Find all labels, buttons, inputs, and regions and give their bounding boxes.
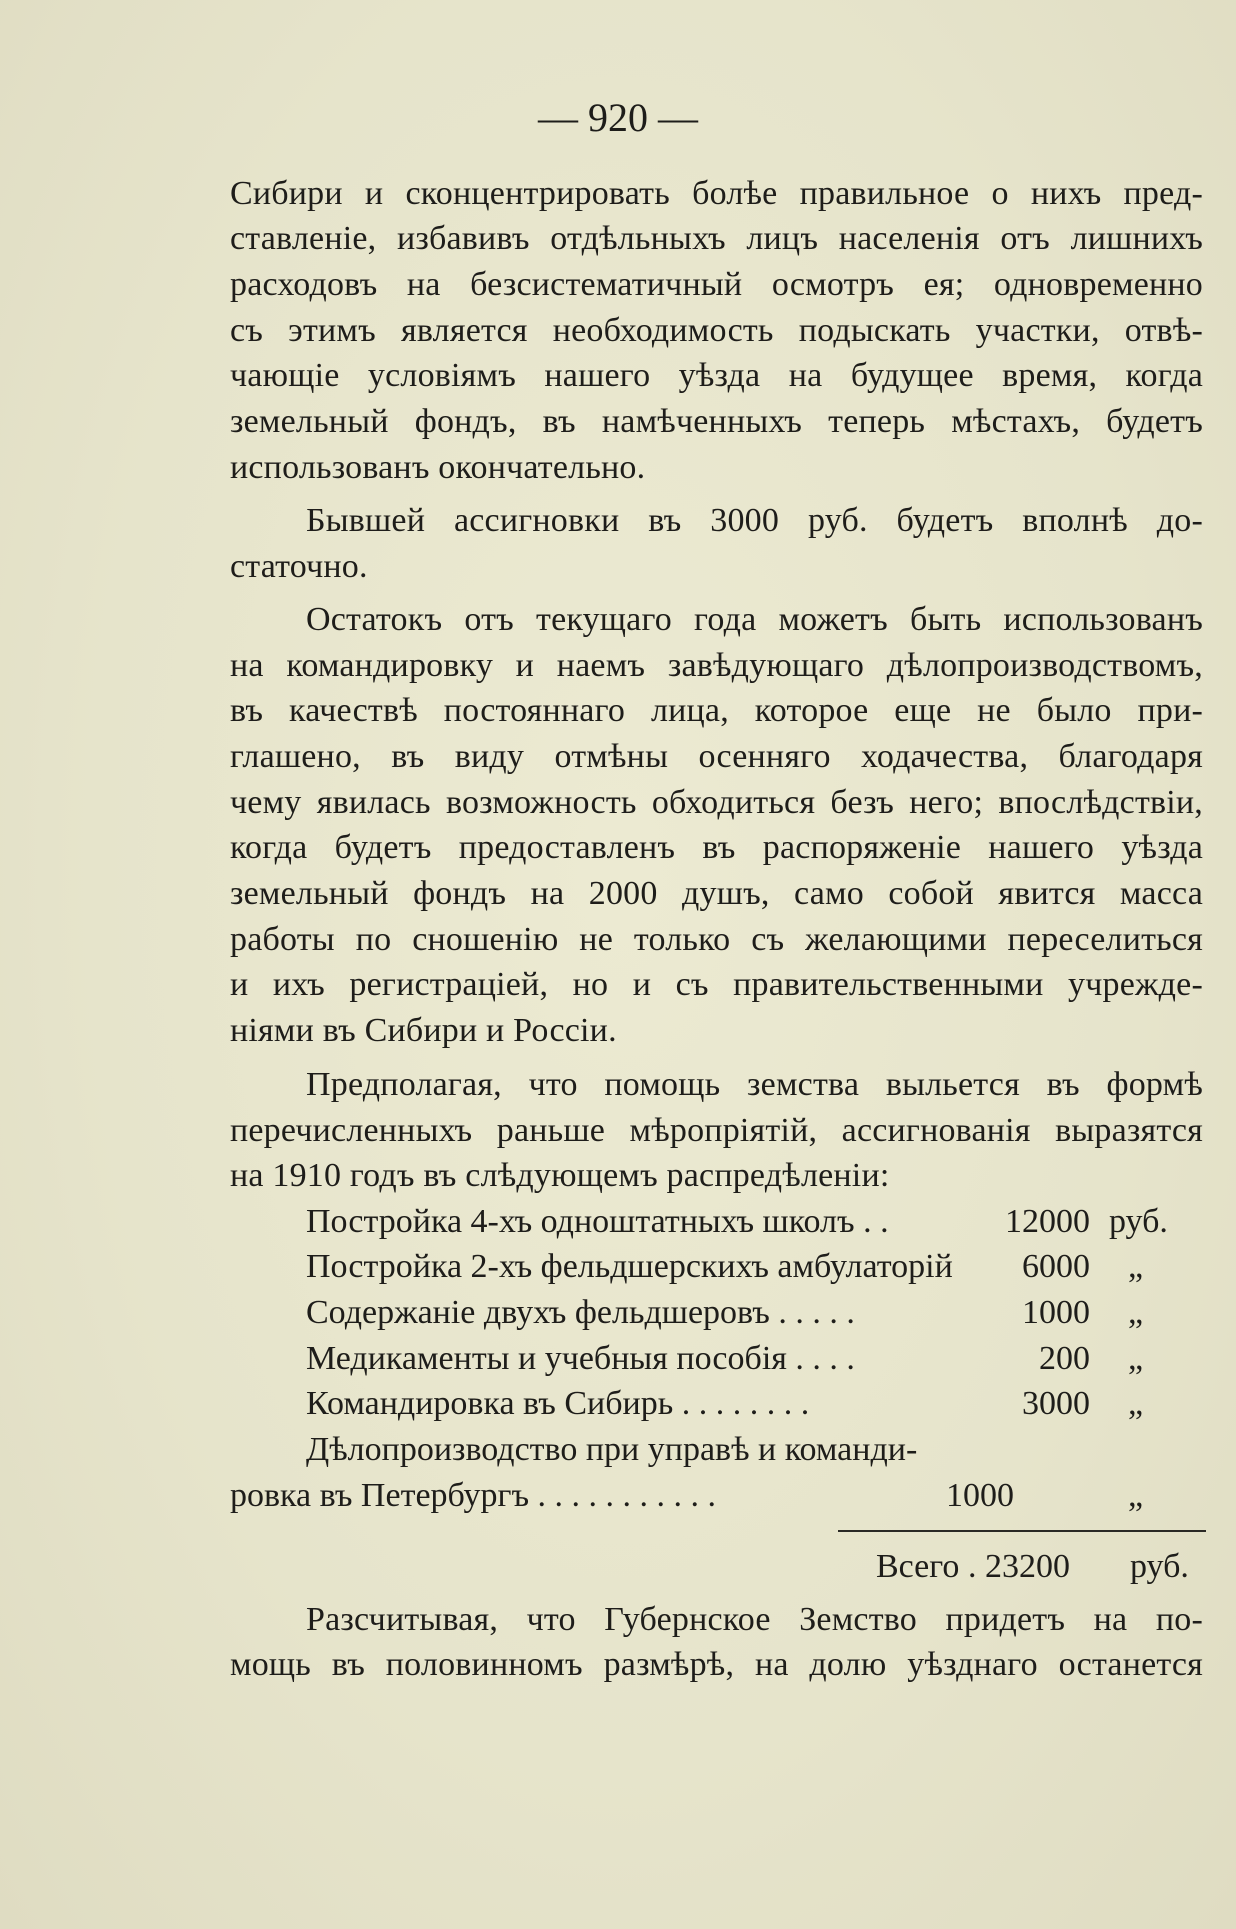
budget-item-desc: Постройка 4-хъ одноштатныхъ школъ . . [306,1203,889,1240]
text-line: съ этимъ является необходимость подыскать участки, отвѣ- [230,312,1203,349]
budget-item-unit: „ [1128,1340,1144,1377]
text-line: Предполагая, что помощь земства выльется въ формѣ [306,1066,1203,1103]
budget-item-desc: Командировка въ Сибирь . . . . . . . . [306,1385,810,1422]
budget-item-unit: „ [1128,1477,1144,1514]
budget-item-amount: 1000 [946,1477,1014,1514]
text-line: въ качествѣ постояннаго лица, которое еще не было при- [230,692,1203,729]
text-line: Сибири и сконцентрировать болѣе правильное о нихъ пред- [230,175,1203,212]
text-line: ніями въ Сибири и Россіи. [230,1012,617,1049]
budget-row [306,1203,1190,1247]
budget-item-unit: „ [1128,1294,1144,1331]
budget-item-amount: 1000 [1022,1294,1090,1331]
total-unit: руб. [1130,1548,1189,1585]
budget-item-unit: „ [1128,1385,1144,1422]
budget-item-amount: 12000 [1005,1203,1090,1240]
budget-item-desc: Содержаніе двухъ фельдшеровъ . . . . . [306,1294,855,1331]
text-line: работы по сношенію не только съ желающими переселиться [230,921,1203,958]
total-label: Всего [876,1548,960,1585]
budget-item-unit: руб. [1109,1203,1168,1240]
text-line: и ихъ регистраціей, но и съ правительственными учрежде- [230,966,1203,1003]
budget-total-row [876,1548,1206,1592]
budget-item-desc: ровка въ Петербургъ . . . . . . . . . . . [230,1477,717,1514]
total-rule [838,1530,1206,1532]
total-amount: . 23200 [968,1548,1070,1585]
budget-item-amount: 3000 [1022,1385,1090,1422]
budget-row [306,1294,1190,1338]
text-line: мощь въ половинномъ размѣрѣ, на долю уѣзднаго останется [230,1646,1203,1683]
budget-item-amount: 6000 [1022,1248,1090,1285]
text-line: глашено, въ виду отмѣны осенняго ходачества, благодаря [230,738,1203,775]
text-line: чающіе условіямъ нашего уѣзда на будущее время, когда [230,357,1203,394]
text-line: Остатокъ отъ текущаго года можетъ быть использованъ [306,601,1203,638]
text-line: земельный фондъ на 2000 душъ, само собой явится масса [230,875,1203,912]
text-line: на 1910 годъ въ слѣдующемъ распредѣленіи: [230,1157,890,1194]
budget-item-desc: Дѣлопроизводство при управѣ и команди- [306,1431,918,1468]
text-line: чему явилась возможность обходиться безъ него; впослѣдствіи, [230,784,1203,821]
budget-item-desc: Постройка 2-хъ фельдшерскихъ амбулаторій [306,1248,953,1285]
text-line: на командировку и наемъ завѣдующаго дѣлопроизводствомъ, [230,647,1203,684]
text-line: расходовъ на безсистематичный осмотръ ея; одновременно [230,266,1203,303]
text-line: когда будетъ предоставленъ въ распоряженіе нашего уѣзда [230,829,1203,866]
text-line: Разсчитывая, что Губернское Земство придетъ на по- [306,1601,1203,1638]
budget-item-amount: 200 [1039,1340,1090,1377]
text-line: перечисленныхъ раньше мѣропріятій, ассигнованія выразятся [230,1112,1203,1149]
text-line: земельный фондъ, въ намѣченныхъ теперь мѣстахъ, будетъ [230,403,1203,440]
budget-item-desc: Медикаменты и учебныя пособія . . . . [306,1340,855,1377]
budget-row [306,1248,1190,1292]
budget-row [306,1385,1190,1429]
page-number: — 920 — [538,95,698,140]
budget-row [306,1340,1190,1384]
budget-row [306,1431,1190,1475]
budget-row [230,1477,1190,1521]
budget-item-unit: „ [1128,1248,1144,1285]
text-line: статочно. [230,548,368,585]
text-line: Бывшей ассигновки въ 3000 руб. будетъ вполнѣ до- [306,502,1203,539]
text-line: использованъ окончательно. [230,449,646,486]
text-line: ставленіе, избавивъ отдѣльныхъ лицъ населенія отъ лишнихъ [230,220,1203,257]
